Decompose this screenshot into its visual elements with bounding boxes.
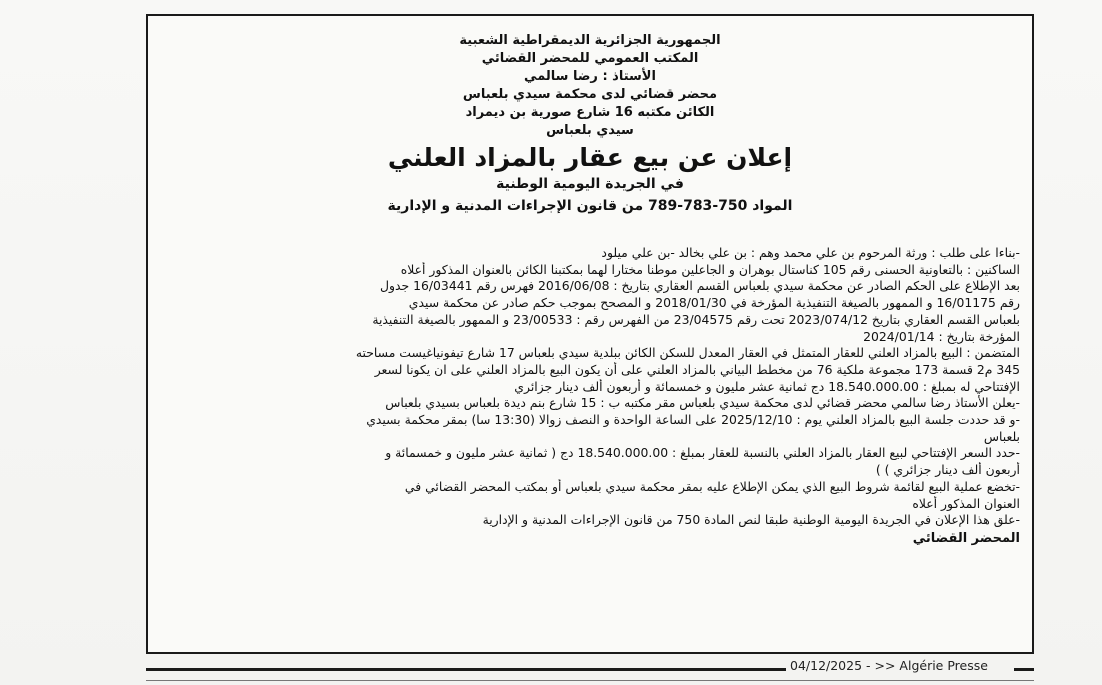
body-line: بلعباس القسم العقاري بتاريخ 2023/074/12 تحت رقم 23/04575 من الفهرس رقم : 23/00533 و الممهور بالصيغة التنفيذية: [372, 311, 1020, 327]
body-line: -يعلن الأستاذ رضا سالمي محضر قضائي لدى محكمة سيدي بلعباس مقر مكتبه ب : 15 شارع بنم ديدة بلعباس بسيدي بلعباس: [385, 395, 1020, 411]
header-line-city: سيدي بلعباس: [546, 123, 634, 138]
body-line: -بناءا على طلب : ورثة المرحوم بن علي محمد وهم : بن علي بخالد -بن علي ميلود: [601, 245, 1020, 260]
notice-subtitle: في الجريدة اليومية الوطنية: [496, 176, 684, 192]
body-line: -تخضع عملية البيع لقائمة شروط البيع الذي يمكن الإطلاع عليه بمقر محكمة سيدي بلعباس أو بمكتب المحضر القضائي في: [404, 478, 1020, 494]
body-line: بعد الإطلاع على الحكم الصادر عن محكمة سيدي بلعباس القسم العقاري بتاريخ : 2016/06/08 فهرس رقم 16/03441 جدول: [380, 278, 1020, 294]
notice-body: [158, 245, 1020, 548]
auction-notice: [146, 14, 1034, 654]
footer-source-label: 04/12/2025 - >> Algérie Presse: [790, 658, 988, 673]
legal-articles: المواد 750-783-789 من قانون الإجراءات المدنية و الإدارية: [387, 198, 793, 214]
notice-header: [148, 32, 1032, 216]
body-line: -حدد السعر الإفتتاحي لبيع العقار بالمزاد العلني بالنسبة للعقار بمبلغ : 18.540.000.00 دج ( ثمانية عشر مليون و خمسمائة و: [385, 445, 1020, 461]
footer-rule-left: [146, 668, 786, 671]
body-line: 345 م2 قسمة 173 مجموعة ملكية 76 من مخطط البياني بالمزاد العلني على أن يكون البيع بالمزاد العلني على ان يكونا لسعر: [374, 361, 1020, 377]
body-line: الساكنين : بالتعاونية الحسنى رقم 105 كناستال بوهران و الجاعلين موطنا مختارا لهما بمكتبنا الكائن بالعنوان المذكور أعلاه: [400, 261, 1020, 277]
header-line-address: الكائن مكتبه 16 شارع صورية بن ديمراد: [465, 105, 715, 120]
header-line-court: محضر قضائي لدى محكمة سيدي بلعباس: [462, 87, 718, 102]
footer-rule-right: [1014, 668, 1034, 671]
body-line: بلعباس: [983, 428, 1020, 444]
body-line: -و قد حددت جلسة البيع بالمزاد العلني يوم : 2025/12/10 على الساعة الواحدة و النصف زوالا (13:30 سا) بمقر محكمة بسيدي: [366, 412, 1020, 428]
body-line: أربعون ألف دينار جزائري ) ): [875, 462, 1020, 478]
header-line-republic: الجمهورية الجزائرية الديمقراطية الشعبية: [459, 33, 721, 48]
body-line: المؤرخة بتاريخ : 2024/01/14: [863, 328, 1020, 344]
page-bottom-edge: [146, 680, 1034, 681]
body-line: الإفتتاحي له بمبلغ : 18.540.000.00 دج ثمانية عشر مليون و خمسمائة و أربعون ألف دينار جزائري: [514, 378, 1020, 394]
bailiff-signature: المحضر القضائي: [912, 530, 1020, 546]
body-line: المتضمن : البيع بالمزاد العلني للعقار المتمثل في العقار المعدل للسكن الكائن ببلدية سيدي بلعباس 17 شارع تيفونياغيست مساحته: [355, 345, 1020, 361]
body-line: العنوان المذكور أعلاه: [912, 495, 1020, 511]
header-line-bailiff: الأستاذ : رضا سالمي: [524, 69, 656, 84]
notice-title: إعلان عن بيع عقار بالمزاد العلني: [387, 143, 793, 172]
header-line-office: المكتب العمومي للمحضر القضائي: [481, 51, 699, 66]
body-line: رقم 16/01175 و الممهور بالصيغة التنفيذية المؤرخة في 2018/01/30 و المصحح بموجب حكم صادر عن محكمة سيدي: [408, 295, 1020, 311]
body-line: -علق هذا الإعلان في الجريدة اليومية الوطنية طبقا لنص المادة 750 من قانون الإجراءات المدنية و الإدارية: [482, 512, 1020, 528]
